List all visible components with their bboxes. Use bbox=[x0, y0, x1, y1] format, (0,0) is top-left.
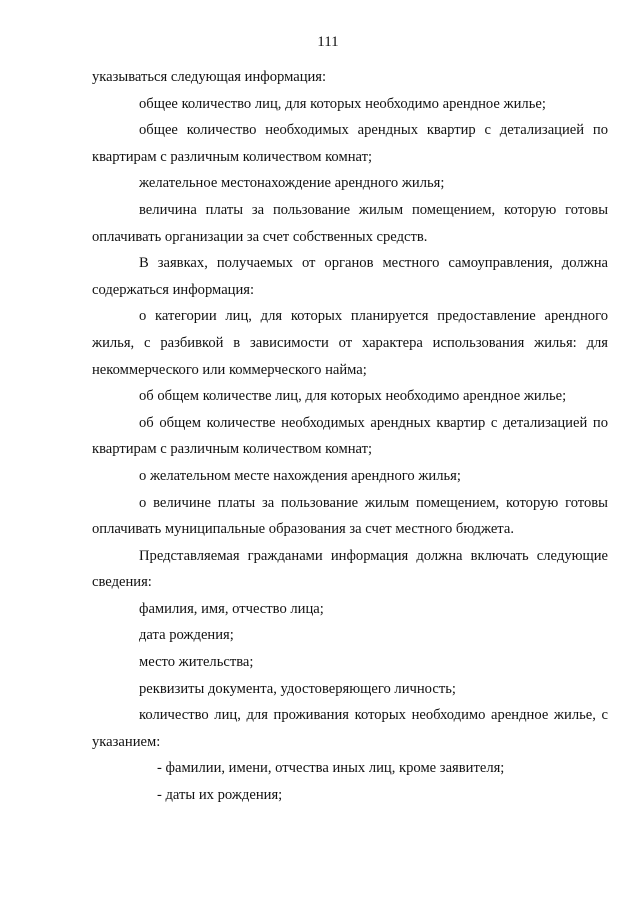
paragraph: общее количество лиц, для которых необходимо арендное жилье; bbox=[139, 95, 546, 112]
paragraph: общее количество необходимых арендных квартир с детализацией по квартирам с различным количеством комнат; bbox=[92, 122, 608, 165]
paragraph: Представляемая гражданами информация должна включать следующие сведения: bbox=[92, 547, 608, 591]
paragraph: о величине платы за пользование жилым помещением, которую готовы оплачивать муниципальные образования за счет местного бюджета. bbox=[92, 494, 608, 538]
sub-list-item: - даты их рождения; bbox=[157, 787, 283, 804]
sub-list-item: - фамилии, имени, отчества иных лиц, кроме заявителя; bbox=[157, 760, 505, 777]
list-item: дата рождения; bbox=[139, 627, 234, 644]
paragraph: указываться следующая информация: bbox=[92, 69, 327, 85]
list-item: место жительства; bbox=[139, 654, 254, 671]
paragraph: В заявках, получаемых от органов местного самоуправления, должна содержаться информация: bbox=[92, 255, 608, 298]
paragraph: величина платы за пользование жилым помещением, которую готовы оплачивать организации за счет собственных средств. bbox=[92, 201, 608, 245]
list-item: реквизиты документа, удостоверяющего личность; bbox=[139, 680, 456, 697]
paragraph: о желательном месте нахождения арендного жилья; bbox=[139, 467, 461, 484]
paragraph: желательное местонахождение арендного жилья; bbox=[139, 175, 445, 192]
paragraph: о категории лиц, для которых планируется предоставление арендного жилья, с разбивкой в зависимости от характера использования жилья: для некоммерческого или коммерческого найма; bbox=[92, 308, 608, 378]
page-number: 111 bbox=[317, 34, 339, 50]
list-item: фамилия, имя, отчество лица; bbox=[139, 600, 324, 617]
paragraph: об общем количестве лиц, для которых необходимо арендное жилье; bbox=[139, 388, 567, 405]
document-body bbox=[92, 64, 608, 809]
list-item: количество лиц, для проживания которых необходимо арендное жилье, с указанием: bbox=[92, 707, 608, 750]
paragraph: об общем количестве необходимых арендных квартир с детализацией по квартирам с различным количеством комнат; bbox=[92, 414, 608, 458]
